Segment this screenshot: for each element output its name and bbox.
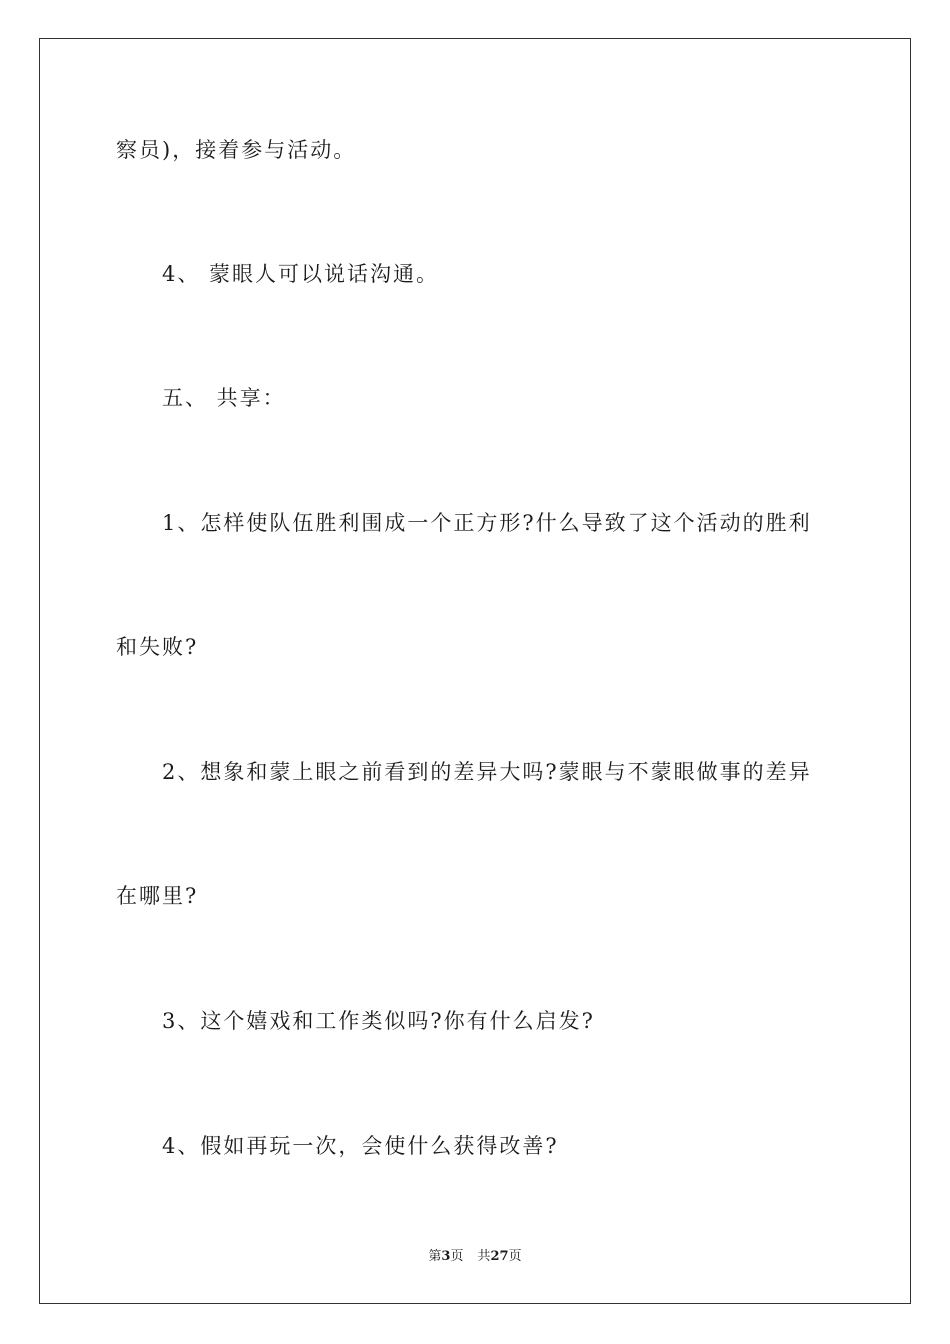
page-frame	[39, 38, 911, 1304]
footer-total-suffix: 页	[508, 1249, 522, 1264]
footer-page-prefix: 第	[428, 1249, 442, 1264]
footer-page-suffix: 页	[450, 1249, 464, 1264]
text-line-question-2-continued: 在哪里?	[116, 884, 199, 908]
page-footer	[0, 1248, 950, 1266]
section-heading-share: 五、 共享：	[162, 386, 286, 410]
footer-total-prefix: 共	[477, 1249, 491, 1264]
text-line-question-1-continued: 和失败?	[116, 635, 199, 659]
text-line-rule-4: 4、 蒙眼人可以说话沟通。	[162, 262, 440, 286]
text-line-question-2: 2、想象和蒙上眼之前看到的差异大吗?蒙眼与不蒙眼做事的差异	[162, 760, 812, 784]
text-line-question-4: 4、假如再玩一次，会使什么获得改善?	[162, 1134, 559, 1158]
text-line-observer-continuation: 察员)，接着参与活动。	[116, 138, 357, 162]
footer-page-number: 3	[441, 1249, 451, 1264]
footer-total-number: 27	[490, 1249, 509, 1264]
text-line-question-1: 1、怎样使队伍胜利围成一个正方形?什么导致了这个活动的胜利	[162, 511, 812, 535]
text-line-question-3: 3、这个嬉戏和工作类似吗?你有什么启发?	[162, 1009, 595, 1033]
